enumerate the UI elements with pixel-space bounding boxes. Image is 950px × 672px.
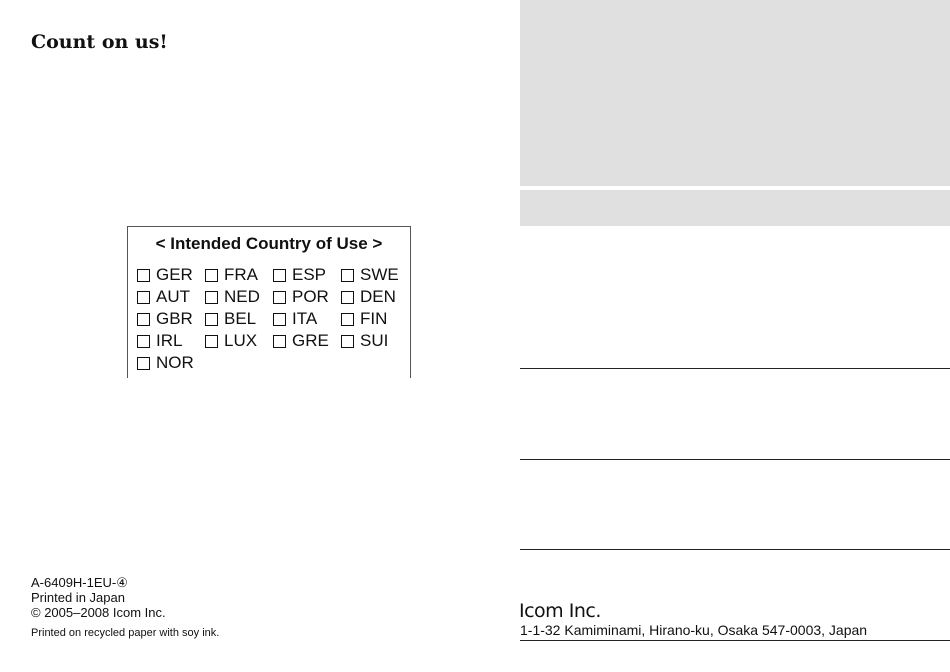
checkbox-fin[interactable]: [341, 313, 354, 326]
country-grid: [137, 264, 409, 374]
copyright: © 2005–2008 Icom Inc.: [31, 605, 166, 620]
company-address: 1-1-32 Kamiminami, Hirano-ku, Osaka 547-0003, Japan: [520, 622, 868, 638]
country-option-esp: [273, 264, 341, 286]
country-label: SUI: [360, 331, 389, 350]
country-label: GBR: [156, 309, 193, 328]
country-label: NED: [224, 287, 260, 306]
address-underline: [520, 640, 950, 641]
country-option-ned: [205, 286, 273, 308]
country-option-ger: [137, 264, 205, 286]
checkbox-irl[interactable]: [137, 335, 150, 348]
country-label: DEN: [360, 287, 396, 306]
intended-country-box: [127, 226, 411, 378]
country-label: ITA: [292, 309, 318, 328]
checkbox-por[interactable]: [273, 291, 286, 304]
checkbox-esp[interactable]: [273, 269, 286, 282]
country-option-por: [273, 286, 341, 308]
country-option-bel: [205, 308, 273, 330]
checkbox-swe[interactable]: [341, 269, 354, 282]
print-info: [31, 575, 219, 641]
checkbox-den[interactable]: [341, 291, 354, 304]
checkbox-fra[interactable]: [205, 269, 218, 282]
country-option-gre: [273, 330, 341, 352]
checkbox-bel[interactable]: [205, 313, 218, 326]
checkbox-ita[interactable]: [273, 313, 286, 326]
country-option-irl: [137, 330, 205, 352]
country-label: LUX: [224, 331, 258, 350]
paper-note: Printed on recycled paper with soy ink.: [31, 627, 220, 639]
country-option-sui: [341, 330, 409, 352]
country-option-fin: [341, 308, 409, 330]
country-option-gbr: [137, 308, 205, 330]
country-label: GRE: [292, 331, 329, 350]
country-option-swe: [341, 264, 409, 286]
country-option-den: [341, 286, 409, 308]
printed-in: Printed in Japan: [31, 590, 125, 605]
address-line-3: [520, 549, 950, 550]
document-code: A-6409H-1EU-④: [31, 575, 128, 590]
country-label: POR: [292, 287, 329, 306]
country-box-title: < Intended Country of Use >: [155, 234, 383, 253]
country-label: FRA: [224, 265, 258, 284]
country-label: AUT: [156, 287, 190, 306]
icom-logo: Icom Inc.: [519, 600, 601, 622]
dealer-stamp-area: [520, 0, 950, 186]
address-line-1: [520, 368, 950, 369]
country-option-lux: [205, 330, 273, 352]
checkbox-ned[interactable]: [205, 291, 218, 304]
checkbox-sui[interactable]: [341, 335, 354, 348]
checkbox-nor[interactable]: [137, 357, 150, 370]
checkbox-ger[interactable]: [137, 269, 150, 282]
slogan: Count on us!: [31, 31, 168, 53]
checkbox-gbr[interactable]: [137, 313, 150, 326]
country-label: ESP: [292, 265, 327, 284]
country-label: IRL: [156, 331, 183, 350]
dealer-stamp-strip: [520, 190, 950, 226]
country-option-fra: [205, 264, 273, 286]
checkbox-aut[interactable]: [137, 291, 150, 304]
country-label: FIN: [360, 309, 388, 328]
country-option-ita: [273, 308, 341, 330]
checkbox-lux[interactable]: [205, 335, 218, 348]
country-label: GER: [156, 265, 193, 284]
country-label: SWE: [360, 265, 399, 284]
country-option-nor: [137, 352, 205, 374]
country-label: BEL: [224, 309, 257, 328]
checkbox-gre[interactable]: [273, 335, 286, 348]
address-line-2: [520, 459, 950, 460]
country-label: NOR: [156, 353, 194, 372]
country-option-aut: [137, 286, 205, 308]
